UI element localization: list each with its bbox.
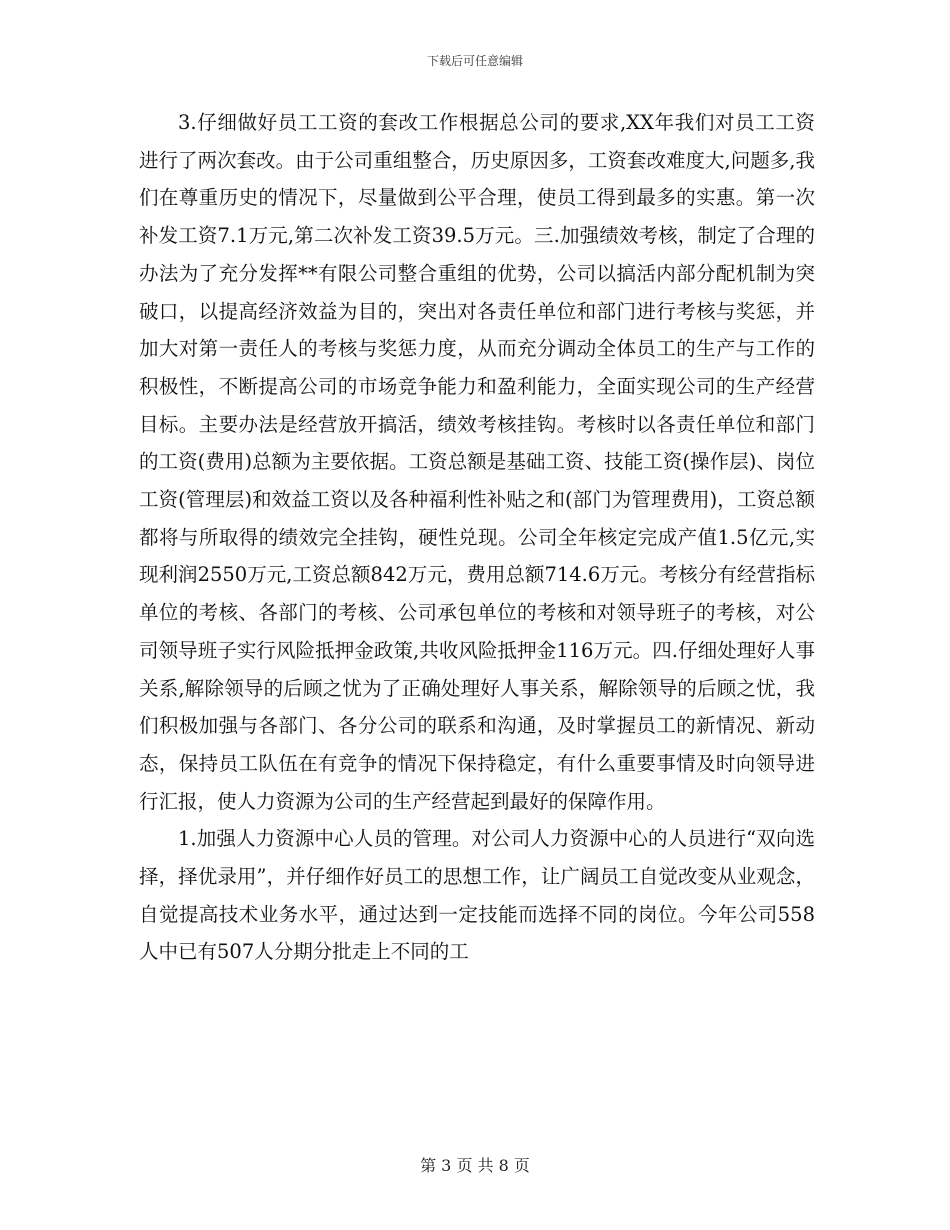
document-body (139, 104, 815, 971)
paragraph-hr-center: 1.加强人力资源中心人员的管理。对公司人力资源中心的人员进行“双向选择，择优录用”，并仔细作好员工的思想工作，让广阔员工自觉改变从业观念，自觉提高技术业务水平，通过达到一定技能而选择不同的岗位。今年公司558人中已有507人分期分批走上不同的工 (139, 827, 815, 964)
page-header: 下载后可任意编辑 (426, 54, 523, 68)
page-number-footer: 第 3 页 共 8 页 (420, 1156, 530, 1175)
paragraph-salary-reform: 3.仔细做好员工工资的套改工作根据总公司的要求,XX年我们对员工工资进行了两次套改。由于公司重组整合，历史原因多，工资套改难度大,问题多,我们在尊重历史的情况下，尽量做到公平合理，使员工得到最多的实惠。第一次补发工资7.1万元,第二次补发工资39.5万元。三.加强绩效考核，制定了合理的办法为了充分发挥**有限公司整合重组的优势，公司以搞活内部分配机制为突破口，以提高经济效益为目的，突出对各责任单位和部门进行考核与奖惩，并加大对第一责任人的考核与奖惩力度，从而充分调动全体员工的生产与工作的积极性，不断提高公司的市场竞争能力和盈利能力，全面实现公司的生产经营目标。主要办法是经营放开搞活，绩效考核挂钩。考核时以各责任单位和部门的工资(费用)总额为主要依据。工资总额是基础工资、技能工资(操作层)、岗位工资(管理层)和效益工资以及各种福利性补贴之和(部门为管理费用)，工资总额都将与所取得的绩效完全挂钩，硬性兑现。公司全年核定完成产值1.5亿元,实现利润2550万元,工资总额842万元，费用总额714.6万元。考核分有经营指标单位的考核、各部门的考核、公司承包单位的考核和对领导班子的考核，对公司领导班子实行风险抵押金政策,共收风险抵押金116万元。四.仔细处理好人事关系,解除领导的后顾之忧为了正确处理好人事关系，解除领导的后顾之忧，我们积极加强与各部门、各分公司的联系和沟通，及时掌握员工的新情况、新动态，保持员工队伍在有竞争的情况下保持稳定，有什么重要事情及时向领导进行汇报，使人力资源为公司的生产经营起到最好的保障作用。 (139, 111, 815, 813)
